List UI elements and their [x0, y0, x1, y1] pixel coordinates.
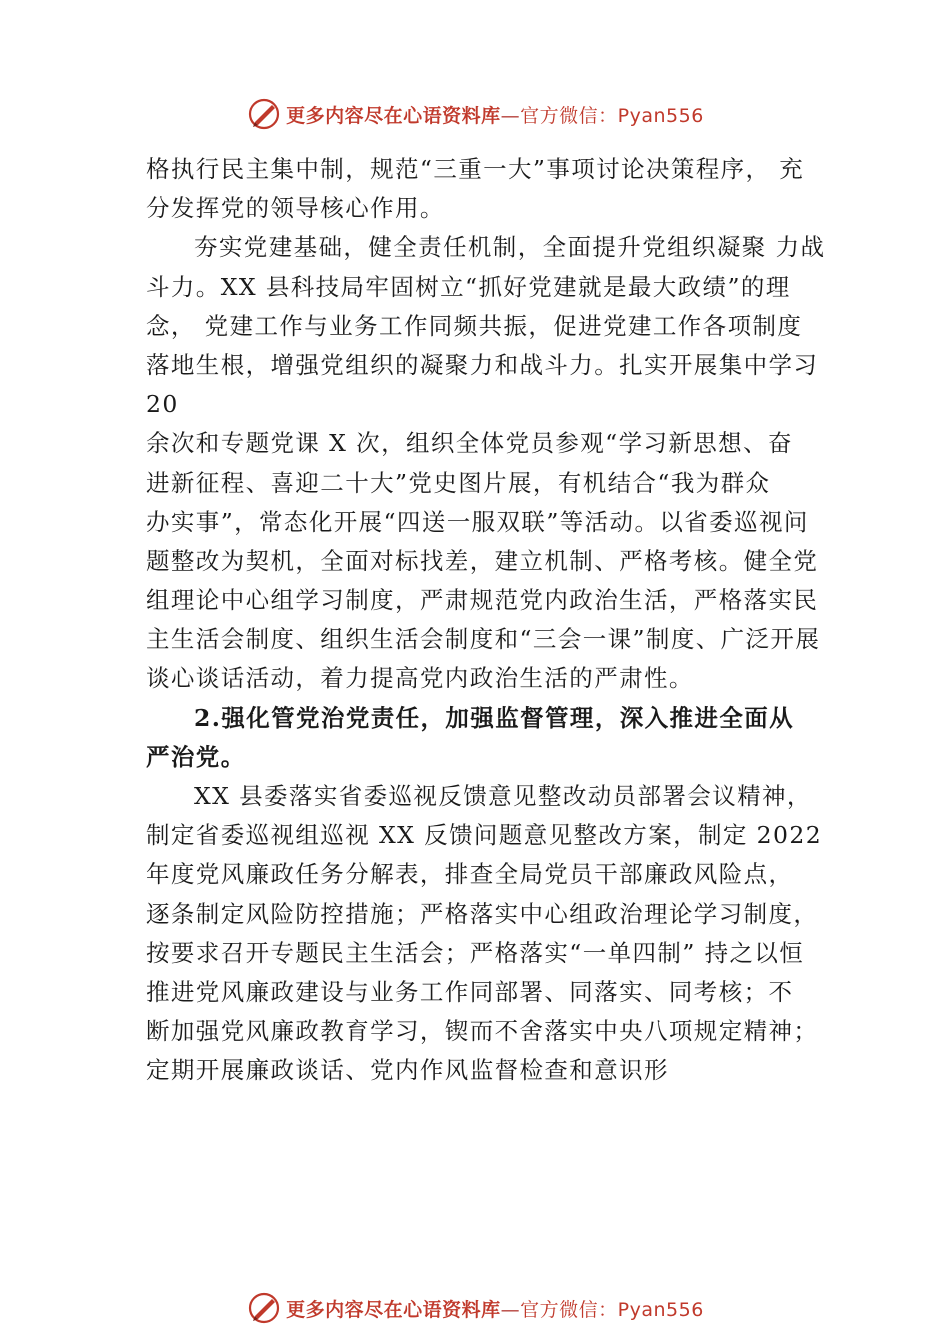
- body-line: 谈心谈话活动，着力提高党内政治生活的严肃性。: [146, 664, 694, 693]
- body-line: 逐条制定风险防控措施；严格落实中心组政治理论学习制度，: [146, 899, 819, 928]
- section-heading: 2.强化管党治党责任，加强监督管理，深入推进全面从: [194, 703, 795, 732]
- body-line: 定期开展廉政谈话、党内作风监督检查和意识形: [146, 1056, 669, 1085]
- pen-seal-logo-icon: [246, 96, 282, 132]
- header-banner-text: [286, 101, 704, 128]
- body-line: 进新征程、喜迎二十大”党史图片展，有机结合“我为群众: [146, 468, 771, 497]
- body-line: 断加强党风廉政教育学习，锲而不舍落实中央八项规定精神；: [146, 1017, 819, 1046]
- footer-brand: 更多内容尽在心语资料库: [286, 1298, 501, 1321]
- body-line: 年度党风廉政任务分解表，排查全局党员干部廉政风险点，: [146, 860, 794, 889]
- body-line: 格执行民主集中制，规范“三重一大”事项讨论决策程序， 充: [146, 155, 805, 183]
- footer-wechat: 官方微信：Pyan556: [520, 1298, 704, 1321]
- pen-seal-logo-icon: [246, 1290, 282, 1326]
- document-body: [146, 150, 826, 1091]
- body-line: XX 县委落实省委巡视反馈意见整改动员部署会议精神，: [194, 782, 812, 810]
- body-line: 办实事”，常态化开展“四送一服双联”等活动。以省委巡视问: [146, 507, 809, 536]
- body-line: 余次和专题党课 X 次，组织全体党员参观“学习新思想、奋: [146, 429, 793, 458]
- body-line: 20: [146, 390, 179, 419]
- header-banner: [0, 95, 950, 133]
- body-line: 落地生根，增强党组织的凝聚力和战斗力。扎实开展集中学习: [146, 350, 819, 379]
- body-line: 题整改为契机，全面对标找差，建立机制、严格考核。健全党: [146, 546, 819, 575]
- body-line: 主生活会制度、组织生活会制度和“三会一课”制度、广泛开展: [146, 625, 821, 654]
- header-wechat: 官方微信：Pyan556: [520, 104, 704, 127]
- body-line: 斗力。XX 县科技局牢固树立“抓好党建就是最大政绩”的理: [146, 272, 791, 301]
- body-line: 制定省委巡视组巡视 XX 反馈问题意见整改方案，制定 2022: [146, 821, 823, 850]
- header-separator: —: [500, 104, 521, 127]
- footer-banner-text: [286, 1295, 704, 1322]
- body-line: 分发挥党的领导核心作用。: [146, 194, 445, 223]
- section-heading-continued: 严治党。: [146, 742, 246, 771]
- body-line: 按要求召开专题民主生活会；严格落实“一单四制” 持之以恒: [146, 938, 805, 967]
- footer-separator: —: [500, 1298, 521, 1321]
- body-line: 组理论中心组学习制度，严肃规范党内政治生活，严格落实民: [146, 586, 819, 615]
- header-brand: 更多内容尽在心语资料库: [286, 104, 501, 127]
- body-line: 夯实党建基础，健全责任机制，全面提升党组织凝聚 力战: [194, 233, 826, 262]
- footer-banner: [0, 1289, 950, 1327]
- body-line: 推进党风廉政建设与业务工作同部署、同落实、同考核；不: [146, 977, 794, 1006]
- body-line: 念， 党建工作与业务工作同频共振，促进党建工作各项制度: [146, 311, 803, 340]
